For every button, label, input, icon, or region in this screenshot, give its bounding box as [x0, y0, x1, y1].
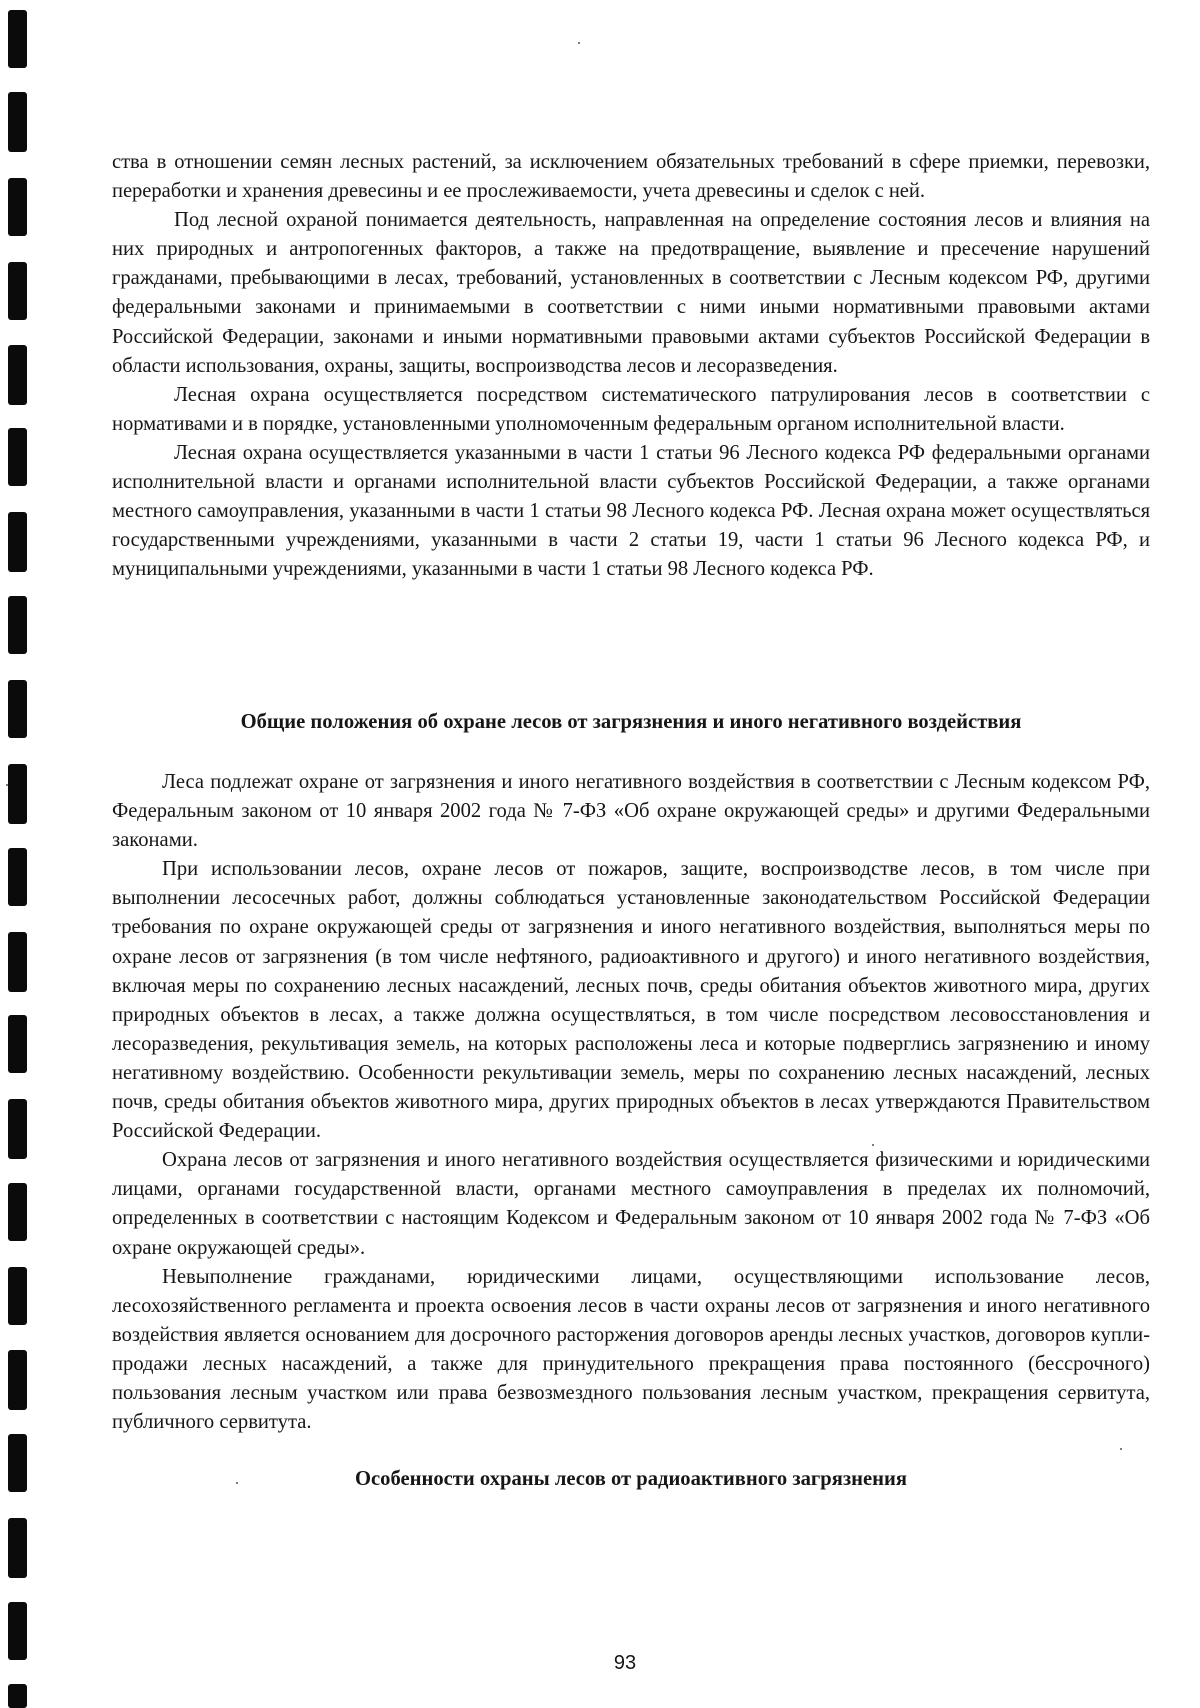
paragraph: Под лесной охраной понимается деятельность, направленная на определение состояния лесов и влияния на них природных и антропогенных факторов, а также на предотвращение, выявление и пресечение нарушений гражданами, пребывающими в лесах, требований, установленных в соответствии с Лесным кодексом РФ, другими федеральными законами и принимаемыми в соответствии с ними иными нормативными правовыми актами Российской Федерации, законами и иными нормативными правовыми актами субъектов Российской Федерации в области использования, охраны, защиты, воспроизводства лесов и лесоразведения.: [112, 209, 1150, 377]
binding-hole: [8, 1434, 27, 1492]
binding-holes: [0, 0, 60, 1708]
binding-hole: [8, 596, 27, 654]
paragraph: Лесная охрана осуществляется указанными в части 1 статьи 96 Лесного кодекса РФ федеральными органами исполнительной власти и органами исполнительной власти субъектов Российской Федерации, а также органами местного самоуправления, указанными в части 1 статьи 98 Лесного кодекса РФ. Лесная охрана может осуществляться государственными учреждениями, указанными в части 2 статьи 19, части 1 статьи 96 Лесного кодекса РФ, и муниципальными учреждениями, указанными в части 1 статьи 98 Лесного кодекса РФ.: [112, 441, 1150, 581]
binding-hole: [8, 764, 27, 824]
binding-hole: [8, 848, 27, 906]
binding-hole: [8, 92, 27, 152]
binding-hole: [8, 680, 27, 738]
binding-hole: [8, 1518, 27, 1578]
binding-hole: [8, 1684, 27, 1708]
document-body-top: [112, 148, 1150, 584]
document-body-section: [112, 768, 1150, 1437]
section-heading: Особенности охраны лесов от радиоактивного загрязнения: [355, 1468, 907, 1490]
binding-hole: [8, 428, 27, 486]
binding-hole: [8, 1183, 27, 1241]
paragraph: Леса подлежат охране от загрязнения и иного негативного воздействия в соответствии с Лесным кодексом РФ, Федеральным законом от 10 января 2002 года № 7-ФЗ «Об охране окружающей среды» и другими Федеральными законами.: [112, 771, 1150, 852]
paragraph: ства в отношении семян лесных растений, за исключением обязательных требований в сфере приемки, перевозки, переработки и хранения древесины и ее прослеживаемости, учета древесины и сделок с ней.: [112, 151, 1150, 203]
binding-hole: [8, 262, 27, 320]
binding-hole: [8, 1350, 27, 1410]
section-heading: Общие положения об охране лесов от загрязнения и иного негативного воздействия: [240, 711, 1022, 733]
scan-speck: [6, 784, 8, 786]
paragraph: Лесная охрана осуществляется посредством систематического патрулирования лесов в соответствии с нормативами и в порядке, установленными уполномоченным федеральным органом исполнительной власти.: [112, 383, 1150, 435]
paragraph: При использовании лесов, охране лесов от пожаров, защите, воспроизводстве лесов, в том числе при выполнении лесосечных работ, должны соблюдаться установленные законодательством Российской Федерации требования по охране окружающей среды от загрязнения и иного негативного воздействия, выполняться меры по охране лесов от загрязнения (в том числе нефтяного, радиоактивного и другого) и иного негативного воздействия, включая меры по сохранению лесных насаждений, лесных почв, среды обитания объектов животного мира, других природных объектов в лесах, а также должна осуществляться, в том числе посредством лесовосстановления и лесоразведения, рекультивация земель, на которых расположены леса и которые подверглись загрязнению и иному негативному воздействию. Особенности рекультивации земель, меры по сохранению лесных насаждений, лесных почв, среды обитания объектов животного мира, других природных объектов в лесах утверждаются Правительством Российской Федерации.: [112, 858, 1150, 1143]
binding-hole: [8, 178, 27, 236]
page-number: 93: [613, 1652, 637, 1674]
binding-hole: [8, 10, 27, 68]
scan-speck: [578, 42, 580, 44]
scan-speck: [1120, 1448, 1122, 1450]
binding-hole: [8, 932, 27, 992]
paragraph: Охрана лесов от загрязнения и иного негативного воздействия осуществляется физическими и юридическими лицами, органами государственной власти, органами местного самоуправления в пределах их полномочий, определенных в соответствии с настоящим Кодексом и Федеральным законом от 10 января 2002 года № 7-ФЗ «Об охране окружающей среды».: [112, 1149, 1150, 1259]
binding-hole: [8, 512, 27, 572]
binding-hole: [8, 1099, 27, 1159]
binding-hole: [8, 1267, 27, 1325]
binding-hole: [8, 345, 27, 405]
binding-hole: [8, 1015, 27, 1073]
paragraph: Невыполнение гражданами, юридическими лицами, осуществляющими использование лесов, лесохозяйственного регламента и проекта освоения лесов в части охраны лесов от загрязнения и иного негативного воздействия является основанием для досрочного расторжения договоров аренды лесных участков, договоров купли-продажи лесных насаждений, а также для принудительного прекращения права постоянного (бессрочного) пользования лесным участком или права безвозмездного пользования лесным участком, прекращения сервитута, публичного сервитута.: [112, 1265, 1150, 1434]
